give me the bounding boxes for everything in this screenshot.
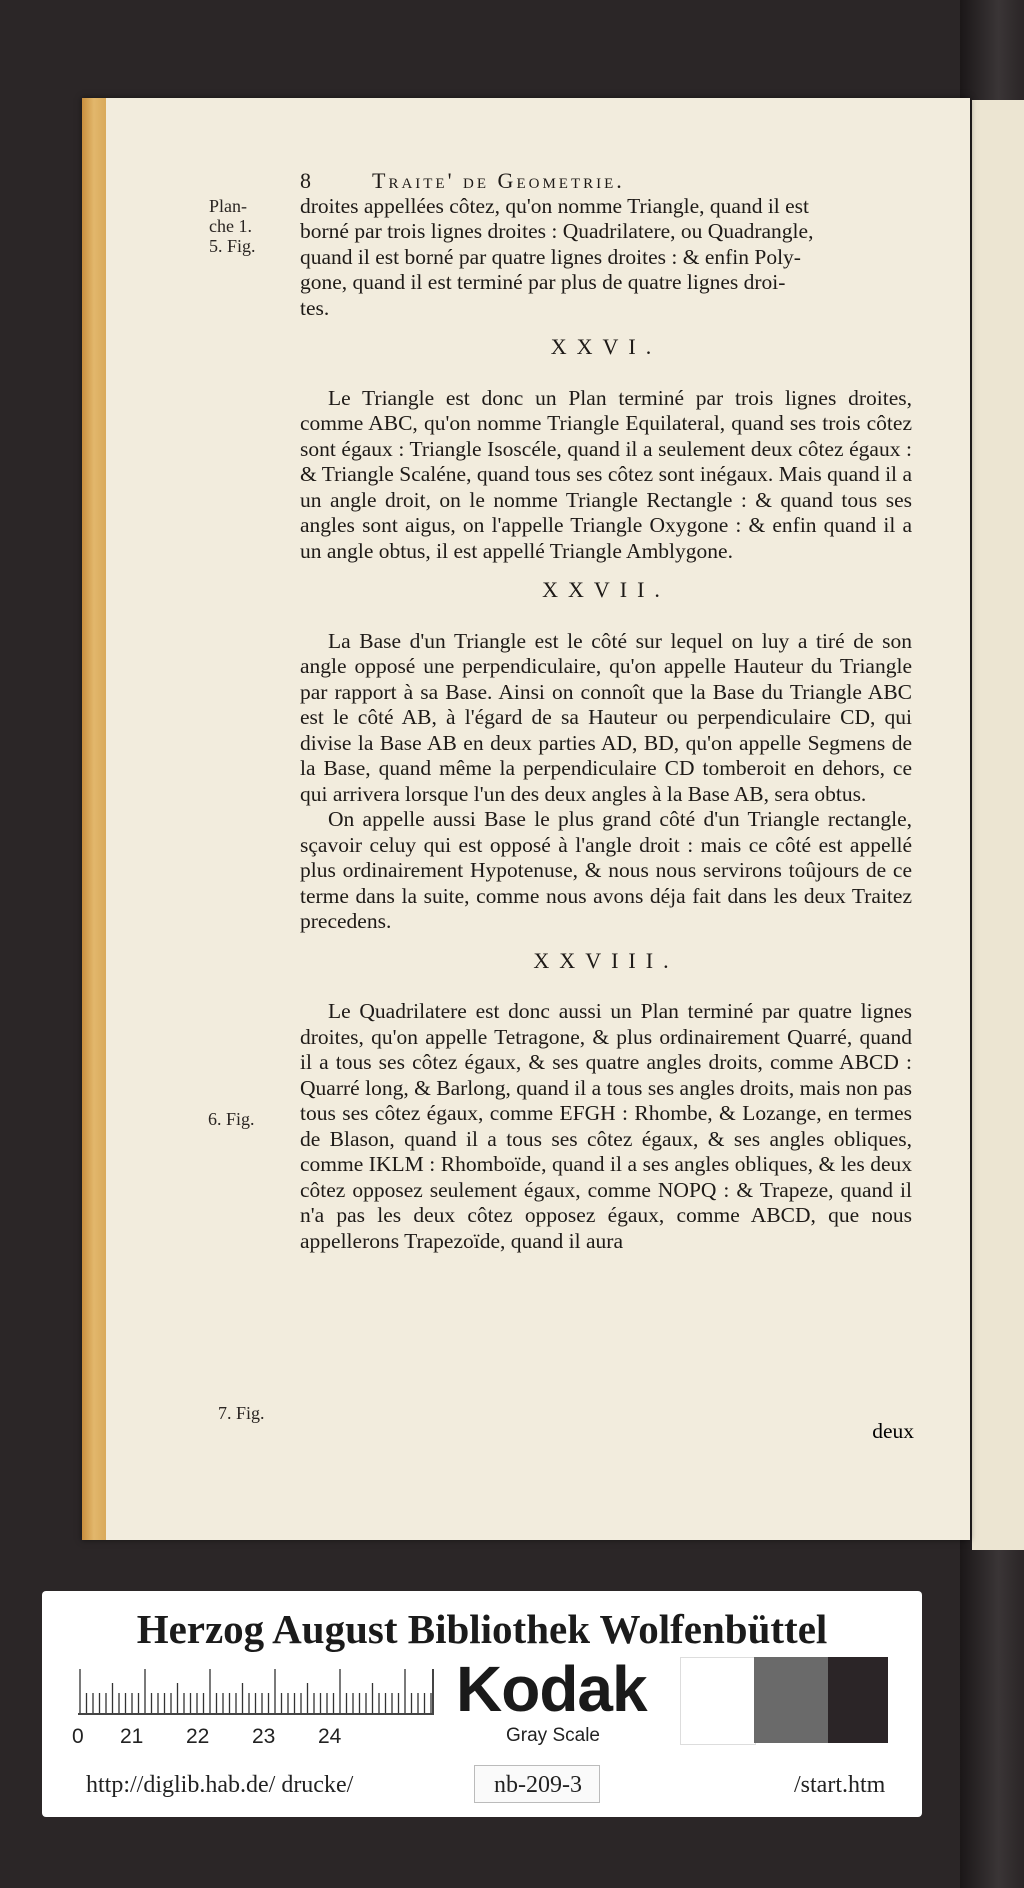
page-gutter-edge <box>82 98 106 1540</box>
ruler-number: 21 <box>120 1725 144 1748</box>
gray-scale-label: Gray Scale <box>506 1725 600 1746</box>
white-patch <box>680 1657 756 1745</box>
page-number: 8 <box>300 168 314 193</box>
text-line: droites appellées côtez, qu'on nomme Triangle, quand il est <box>300 193 810 218</box>
margin-note-plate: Plan- che 1. 5. Fig. <box>209 196 256 256</box>
intro-lines <box>300 194 912 322</box>
page-text <box>300 168 912 1254</box>
margin-note-fig6: 6. Fig. <box>208 1109 255 1129</box>
url-prefix: http://diglib.hab.de/ drucke/ <box>86 1772 354 1798</box>
text-line: quand il est borné par quatre lignes droites : & enfin Poly- <box>300 244 801 269</box>
library-name: Herzog August Bibliothek Wolfenbüttel <box>136 1606 828 1652</box>
running-title: Traite' de Geometrie. <box>372 168 625 193</box>
section-heading-27: XXVII. <box>542 577 670 602</box>
kodak-logo: Kodak <box>456 1653 647 1725</box>
section-26-paragraph: Le Triangle est donc un Plan terminé par trois lignes droites, comme ABC, qu'on nomme Triangle Equilateral, quand ses trois côtez sont égaux : Triangle Isoscéle, quand il a seulement deux côtez égaux : & Triangle Scaléne, quand tous ses côtez sont inégaux. Mais quand il a un angle droit, on le nomme Triangle Rectangle : & quand tous ses angles sont aigus, on l'appelle Triangle Oxygone : & enfin quand il a un angle obtus, il est appellé Triangle Amblygone. <box>300 385 912 563</box>
text-line: borné par trois lignes droites : Quadrilatere, ou Quadrangle, <box>300 219 814 243</box>
ruler-number: 23 <box>252 1725 276 1748</box>
shelfmark: nb-209-3 <box>494 1772 582 1798</box>
gray-patch <box>754 1657 828 1743</box>
section-28-paragraph: Le Quadrilatere est donc aussi un Plan terminé par quatre lignes droites, qu'on appelle Tetragone, & plus ordinairement Quarré, quand il a tous ses côtez égaux, & ses quatre angles droits, comme ABCD : Quarré long, & Barlong, quand il a tous ses angles droits, mais non pas tous ses côtez égaux, comme EFGH : Rhombe, & Lozange, en termes de Blason, quand il a tous ses côtez égaux, & ses angles obliques, comme IKLM : Rhomboïde, quand il a ses angles obliques, & les deux côtez opposez seulement égaux, comme NOPQ : & Trapeze, quand il n'a pas les deux côtez opposez égaux, comme ABCD, que nous appellerons Trapezoïde, quand il aura <box>300 999 912 1253</box>
ruler-number: 0 <box>72 1725 84 1748</box>
facing-page-edge <box>972 100 1024 1550</box>
section-27-paragraph-2: On appelle aussi Base le plus grand côté d'un Triangle rectangle, sçavoir celuy qui est opposé à l'angle droit : mais ce côté est appellé plus ordinairement Hypotenuse, & nous nous servirons toûjours de ce terme dans la suite, comme nous avons déja fait dans les deux Traitez precedens. <box>300 807 912 933</box>
ruler-number: 24 <box>318 1725 342 1748</box>
url-suffix: /start.htm <box>794 1772 886 1798</box>
ruler-numbers <box>42 1725 442 1751</box>
margin-note-fig7: 7. Fig. <box>218 1403 265 1423</box>
scale-ruler <box>78 1669 434 1715</box>
text-line: tes. <box>300 295 330 320</box>
section-27-paragraph-1: La Base d'un Triangle est le côté sur lequel on luy a tiré de son angle opposé une perpendiculaire, qu'on appelle Hauteur du Triangle par rapport à sa Base. Ainsi on connoît que la Base du Triangle ABC est le côté AB, à l'égard de sa Hauteur ou perpendiculaire CD, qui divise la Base AB en deux parties AD, BD, qu'on appelle Segmens de la Base, quand même la perpendiculaire CD tomberoit en dehors, ce qui arrivera lorsque l'un des deux angles à la Base AB, sera obtus. <box>300 628 912 806</box>
section-heading-28: XXVIII. <box>533 947 679 973</box>
text-line: gone, quand il est terminé par plus de quatre lignes droi- <box>300 270 786 294</box>
running-header <box>300 168 912 194</box>
kodak-color-target <box>42 1591 922 1817</box>
black-patch <box>828 1657 888 1743</box>
section-heading-26: XXVI. <box>550 334 662 359</box>
catchword: deux <box>872 1419 914 1443</box>
ruler-ticks <box>78 1669 432 1713</box>
ruler-number: 22 <box>186 1725 210 1748</box>
